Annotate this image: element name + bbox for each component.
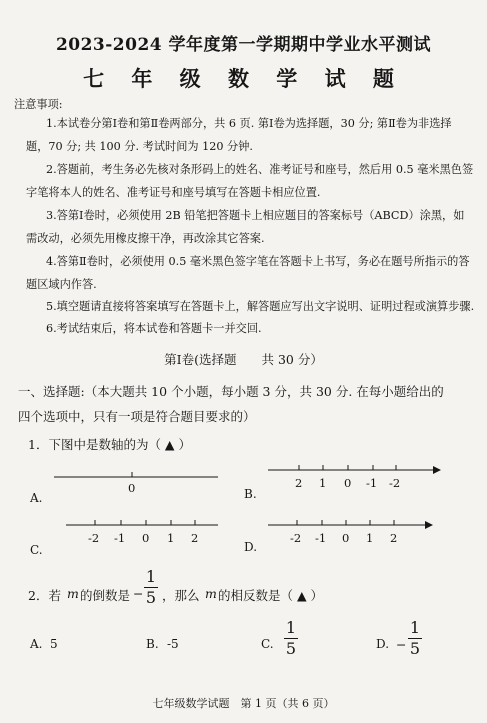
note-3-line-2: 需改动，必须先用橡皮擦干净，再改涂其它答案. bbox=[26, 232, 265, 245]
option-d-tick-label: 0 bbox=[342, 531, 350, 545]
note-1-line-2: 题，70 分; 共 100 分. 考试时间为 120 分钟. bbox=[26, 140, 253, 153]
q2-option-b-value: -5 bbox=[167, 637, 179, 651]
note-4-line-2: 题区域内作答. bbox=[26, 278, 97, 291]
subject-title: 七 年 级 数 学 试 题 bbox=[83, 66, 404, 91]
option-b-tick-label: -2 bbox=[389, 476, 401, 490]
fraction-numerator: 1 bbox=[285, 618, 297, 637]
section-intro-line-1: 一、选择题:（本大题共 10 个小题，每小题 3 分，共 30 分. 在每小题给出的 bbox=[18, 384, 444, 399]
note-3-line-1: 3.答第Ⅰ卷时，必须使用 2B 铅笔把答题卡上相应题目的答案标号（ABCD）涂黑，如 bbox=[46, 209, 465, 222]
q2-option-a-label[interactable]: A. bbox=[30, 637, 43, 651]
option-c-tick-label: 1 bbox=[167, 531, 175, 545]
option-c-tick-label: 0 bbox=[142, 531, 150, 545]
fraction-denominator: 5 bbox=[409, 639, 421, 658]
option-c-tick-label: -1 bbox=[114, 531, 126, 545]
section-intro-line-2: 四个选项中，只有一项是符合题目要求的） bbox=[18, 409, 256, 424]
note-2-line-2: 字笔将本人的姓名、准考证号和座号填写在答题卡相应位置. bbox=[26, 186, 321, 199]
option-c-tick-label: -2 bbox=[88, 531, 100, 545]
q2-option-d-label[interactable]: D. bbox=[376, 637, 390, 651]
option-a-tick-label: 0 bbox=[128, 481, 136, 495]
option-d-arrow bbox=[425, 521, 433, 529]
option-d-tick-label: 1 bbox=[366, 531, 374, 545]
q2-option-d-minus: − bbox=[396, 637, 407, 652]
question-2-stem-part-4: 的相反数是（ ▲ ） bbox=[218, 588, 324, 603]
note-2-line-1: 2.答题前，考生务必先核对条形码上的姓名、准考证号和座号，然后用 0.5 毫米黑色签 bbox=[46, 163, 474, 176]
section-title: 第Ⅰ卷(选择题 共 30 分） bbox=[164, 352, 323, 367]
question-2-stem-part-1: 2．若 bbox=[28, 588, 61, 603]
question-2-minus-sign: − bbox=[133, 586, 144, 601]
fraction-denominator: 5 bbox=[285, 639, 297, 658]
note-1-line-1: 1.本试卷分第Ⅰ卷和第Ⅱ卷两部分，共 6 页. 第Ⅰ卷为选择题，30 分; 第Ⅱ卷为非选择 bbox=[46, 117, 452, 130]
exam-title: 2023-2024 学年度第一学期期中学业水平测试 bbox=[55, 35, 432, 55]
option-b-ticks bbox=[299, 465, 396, 470]
option-c-ticks bbox=[95, 520, 195, 525]
question-2-var-m-2: m bbox=[205, 586, 217, 601]
notes-heading: 注意事项: bbox=[14, 98, 63, 111]
fraction-numerator: 1 bbox=[145, 567, 157, 586]
option-c-tick-label: 2 bbox=[191, 531, 199, 545]
fraction-denominator: 5 bbox=[145, 588, 157, 607]
note-5: 5.填空题请直接将答案填写在答题卡上，解答题应写出文字说明、证明过程或演算步骤. bbox=[46, 300, 475, 313]
q2-option-b-label[interactable]: B. bbox=[146, 637, 159, 651]
q1-option-a-label[interactable]: A. bbox=[30, 491, 43, 505]
question-2-stem-part-3: ，那么 bbox=[162, 588, 200, 603]
option-b-tick-label: 2 bbox=[295, 476, 303, 490]
note-4-line-1: 4.答第Ⅱ卷时，必须使用 0.5 毫米黑色签字笔在答题卡上书写，务必在题号所指示的答 bbox=[46, 255, 470, 268]
question-1-stem: 1．下图中是数轴的为（ ▲ ） bbox=[28, 437, 192, 452]
question-2-fraction bbox=[144, 568, 158, 607]
option-d-tick-label: -1 bbox=[315, 531, 327, 545]
question-2-stem-part-2: 的倒数是 bbox=[80, 588, 131, 603]
option-b-tick-label: -1 bbox=[366, 476, 378, 490]
q1-option-b-label[interactable]: B. bbox=[244, 487, 257, 501]
q2-option-a-value: 5 bbox=[50, 637, 58, 651]
q1-option-d-label[interactable]: D. bbox=[244, 540, 258, 554]
option-b-tick-label: 0 bbox=[344, 476, 352, 490]
q2-option-d-fraction bbox=[408, 619, 422, 658]
option-d-ticks bbox=[297, 520, 394, 525]
q2-option-c-label[interactable]: C. bbox=[261, 637, 274, 651]
option-d-tick-label: 2 bbox=[390, 531, 398, 545]
q1-option-c-label[interactable]: C. bbox=[30, 543, 43, 557]
option-b-arrow bbox=[433, 466, 441, 474]
q2-option-c-fraction bbox=[284, 619, 298, 658]
note-6: 6.考试结束后，将本试卷和答题卡一并交回. bbox=[46, 322, 262, 335]
question-2-var-m: m bbox=[67, 586, 79, 601]
fraction-numerator: 1 bbox=[409, 618, 421, 637]
option-b-tick-label: 1 bbox=[319, 476, 327, 490]
option-d-tick-label: -2 bbox=[290, 531, 302, 545]
page-footer: 七年级数学试题 第 1 页（共 6 页） bbox=[152, 697, 335, 710]
